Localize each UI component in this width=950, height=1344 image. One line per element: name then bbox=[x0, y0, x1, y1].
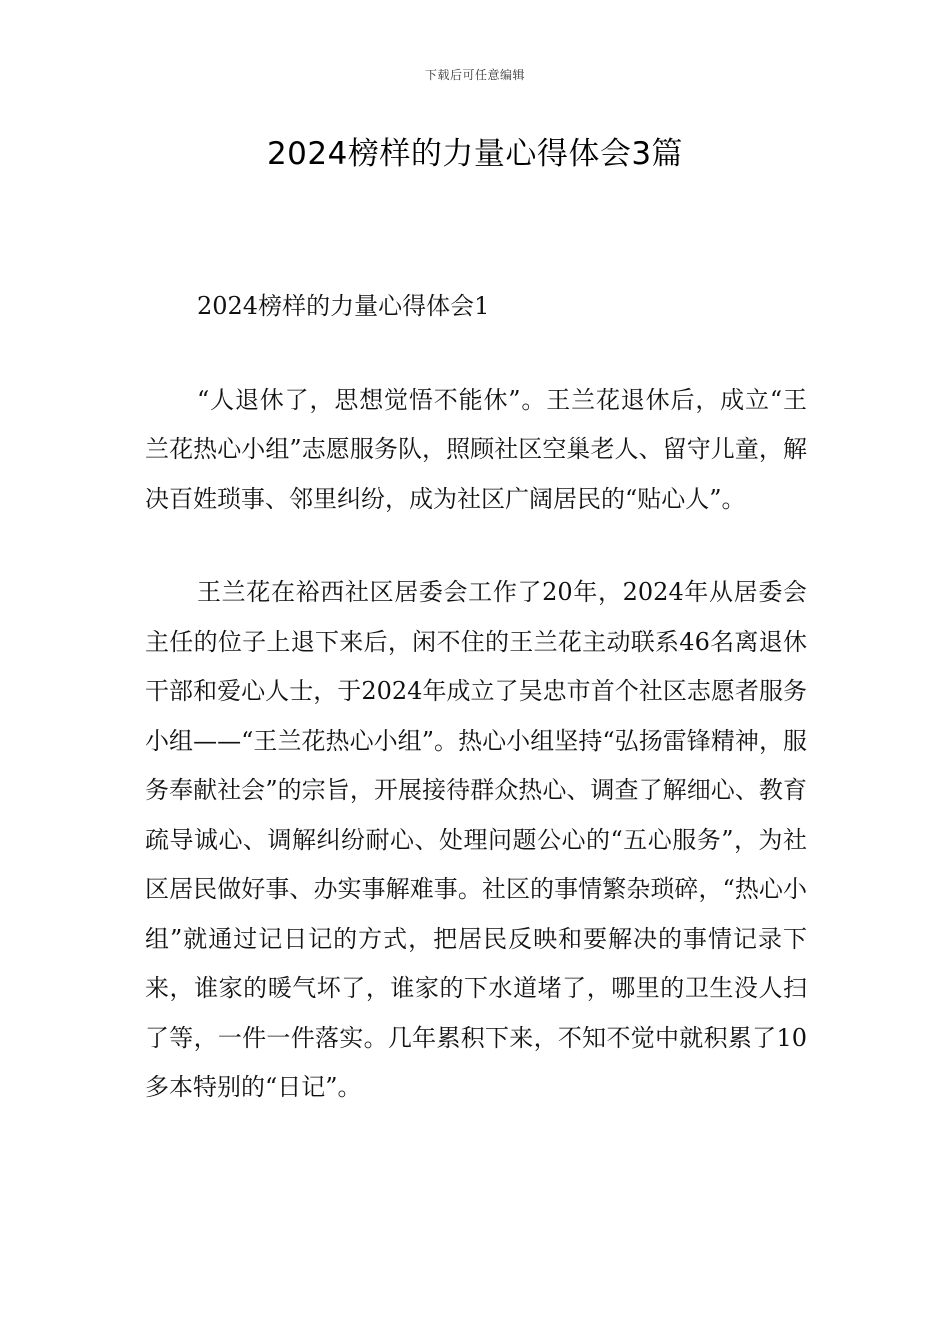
document-title: 2024榜样的力量心得体会3篇 bbox=[266, 136, 684, 172]
section-heading: 2024榜样的力量心得体会1 bbox=[197, 292, 490, 320]
document-body bbox=[145, 282, 807, 1113]
paragraph-1: “人退休了，思想觉悟不能休”。王兰花退休后，成立“王兰花热心小组”志愿服务队，照顾社区空巢老人、留守儿童，解决百姓琐事、邻里纠纷，成为社区广阔居民的“贴心人”。 bbox=[145, 385, 807, 513]
header-note: 下载后可任意编辑 bbox=[424, 68, 525, 82]
paragraph-2: 王兰花在裕西社区居委会工作了20年，2024年从居委会主任的位子上退下来后，闲不住的王兰花主动联系46名离退休干部和爱心人士，于2024年成立了吴忠市首个社区志愿者服务小组——“王兰花热心小组”。热心小组坚持“弘扬雷锋精神，服务奉献社会”的宗旨，开展接待群众热心、调查了解细心、教育疏导诚心、调解纠纷耐心、处理问题公心的“五心服务”，为社区居民做好事、办实事解难事。社区的事情繁杂琐碎，“热心小组”就通过记日记的方式，把居民反映和要解决的事情记录下来，谁家的暖气坏了，谁家的下水道堵了，哪里的卫生没人扫了等，一件一件落实。几年累积下来，不知不觉中就积累了10多本特别的“日记”。 bbox=[145, 578, 807, 1101]
